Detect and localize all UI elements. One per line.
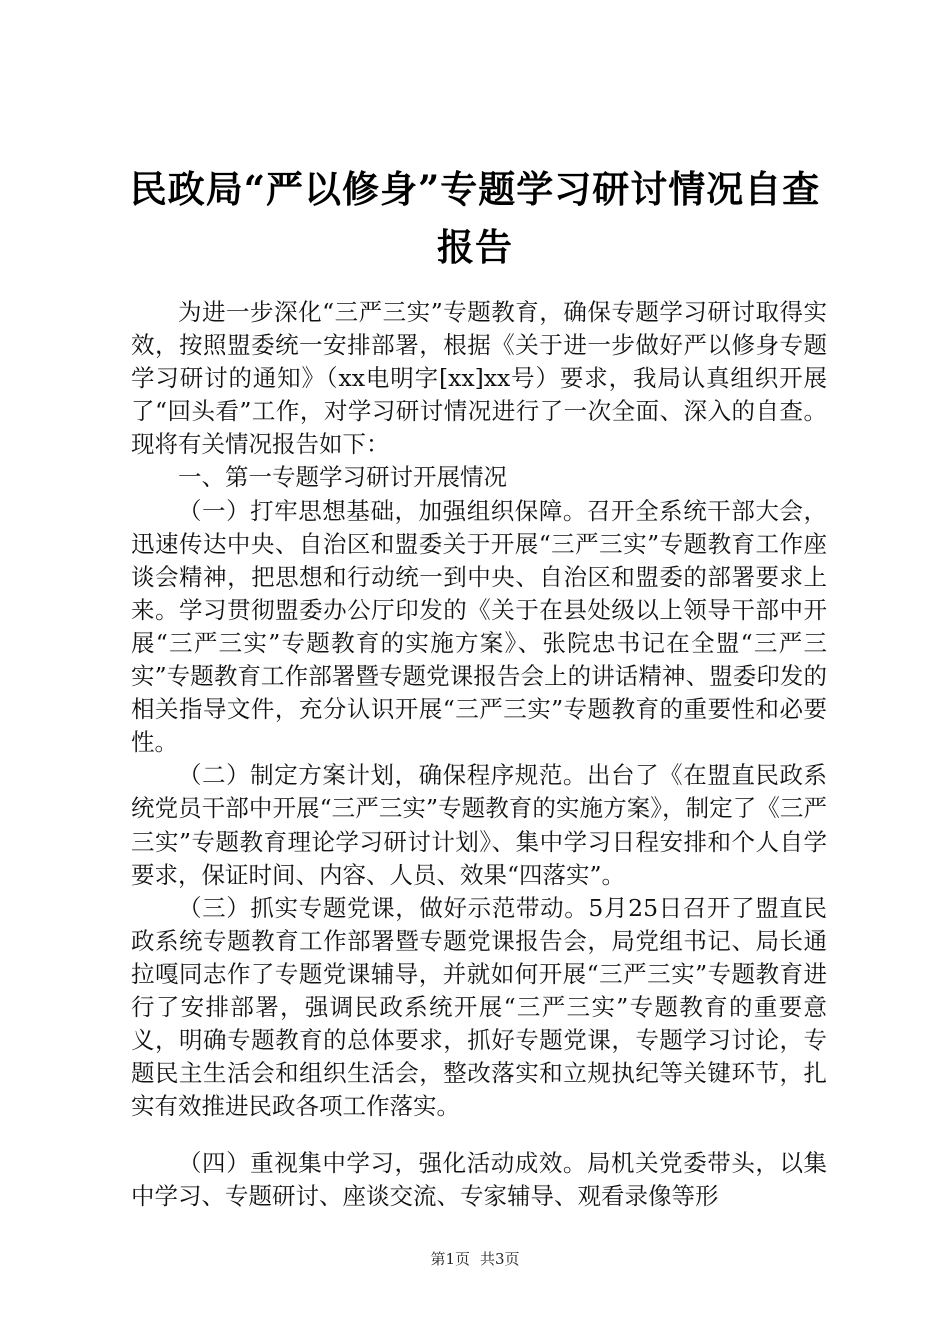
paragraph-item-4: （四）重视集中学习，强化活动成效。局机关党委带头，以集中学习、专题研讨、座谈交流、专家辅导、观看录像等形	[131, 1149, 827, 1211]
page-number: 第1页	[430, 1250, 470, 1268]
paragraph-item-1: （一）打牢思想基础，加强组织保障。召开全系统干部大会，迅速传达中央、自治区和盟委关于开展“三严三实”专题教育工作座谈会精神，把思想和行动统一到中央、自治区和盟委的部署要求上来。学习贯彻盟委办公厅印发的《关于在县处级以上领导干部中开展“三严三实”专题教育的实施方案》、张院忠书记在全盟“三严三实”专题教育工作部署暨专题党课报告会上的讲话精神、盟委印发的相关指导文件，充分认识开展“三严三实”专题教育的重要性和必要性。	[131, 496, 827, 757]
paragraph-item-3: （三）抓实专题党课，做好示范带动。5月25日召开了盟直民政系统专题教育工作部署暨专题党课报告会，局党组书记、局长通拉嘎同志作了专题党课辅导，并就如何开展“三严三实”专题教育进行了安排部署，强调民政系统开展“三严三实”专题教育的重要意义，明确专题教育的总体要求，抓好专题党课，专题学习讨论，专题民主生活会和组织生活会，整改落实和立规执纪等关键环节，扎实有效推进民政各项工作落实。	[131, 893, 827, 1121]
document-title: 民政局“严以修身”专题学习研讨情况自查报告	[129, 167, 821, 269]
intro-paragraph: 为进一步深化“三严三实”专题教育，确保专题学习研讨取得实效，按照盟委统一安排部署，根据《关于进一步做好严以修身专题学习研讨的通知》（xx电明字[xx]xx号）要求，我局认真组织开展了“回头看”工作，对学习研讨情况进行了一次全面、深入的自查。现将有关情况报告如下：	[131, 298, 827, 459]
paragraph-item-2: （二）制定方案计划，确保程序规范。出台了《在盟直民政系统党员干部中开展“三严三实”专题教育的实施方案》，制定了《三严三实”专题教育理论学习研讨计划》、集中学习日程安排和个人自学要求，保证时间、内容、人员、效果“四落实”。	[131, 761, 827, 889]
document-body	[131, 296, 827, 1214]
page-total: 共3页	[480, 1250, 520, 1268]
section-heading: 一、第一专题学习研讨开展情况	[178, 463, 507, 492]
page-footer	[0, 1248, 950, 1269]
